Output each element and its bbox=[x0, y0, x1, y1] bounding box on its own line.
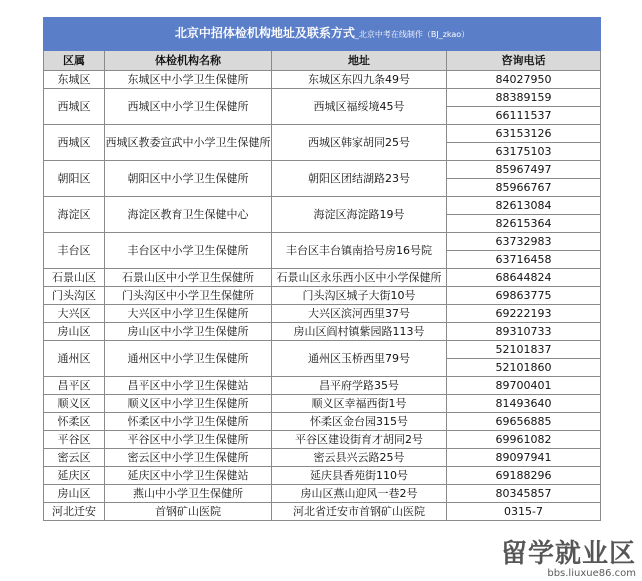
district-cell: 东城区 bbox=[44, 71, 105, 89]
org-cell: 西城区教委宣武中小学卫生保健所 bbox=[105, 125, 272, 161]
table-row bbox=[44, 395, 601, 413]
org-cell: 房山区中小学卫生保健所 bbox=[105, 323, 272, 341]
district-cell: 丰台区 bbox=[44, 233, 105, 269]
table-row bbox=[44, 377, 601, 395]
table-title-cell bbox=[44, 18, 601, 51]
district-cell: 大兴区 bbox=[44, 305, 105, 323]
contact-table bbox=[43, 17, 601, 521]
address-cell: 东城区东四九条49号 bbox=[272, 71, 447, 89]
address-cell: 房山区燕山迎风一巷2号 bbox=[272, 485, 447, 503]
org-cell: 怀柔区中小学卫生保健所 bbox=[105, 413, 272, 431]
address-cell: 怀柔区金台园315号 bbox=[272, 413, 447, 431]
table-row bbox=[44, 485, 601, 503]
phone-cell: 69863775 bbox=[447, 287, 601, 305]
org-cell: 朝阳区中小学卫生保健所 bbox=[105, 161, 272, 197]
phone-cell: 88389159 bbox=[447, 89, 601, 107]
phone-cell: 82613084 bbox=[447, 197, 601, 215]
address-cell: 延庆县香苑街110号 bbox=[272, 467, 447, 485]
org-cell: 石景山区中小学卫生保健所 bbox=[105, 269, 272, 287]
address-cell: 西城区韩家胡同25号 bbox=[272, 125, 447, 161]
table-row bbox=[44, 341, 601, 359]
district-cell: 通州区 bbox=[44, 341, 105, 377]
table-row bbox=[44, 125, 601, 143]
table-row bbox=[44, 449, 601, 467]
district-cell: 顺义区 bbox=[44, 395, 105, 413]
district-cell: 延庆区 bbox=[44, 467, 105, 485]
table-row bbox=[44, 269, 601, 287]
phone-cell: 89097941 bbox=[447, 449, 601, 467]
org-cell: 燕山中小学卫生保健所 bbox=[105, 485, 272, 503]
org-cell: 西城区中小学卫生保健所 bbox=[105, 89, 272, 125]
table-subtitle: _北京中考在线制作（BJ_zkao） bbox=[354, 30, 470, 39]
phone-cell: 84027950 bbox=[447, 71, 601, 89]
phone-cell: 69222193 bbox=[447, 305, 601, 323]
phone-cell: 89310733 bbox=[447, 323, 601, 341]
district-cell: 平谷区 bbox=[44, 431, 105, 449]
district-cell: 西城区 bbox=[44, 89, 105, 125]
org-cell: 门头沟区中小学卫生保健所 bbox=[105, 287, 272, 305]
phone-cell: 66111537 bbox=[447, 107, 601, 125]
org-cell: 昌平区中小学卫生保健站 bbox=[105, 377, 272, 395]
district-cell: 怀柔区 bbox=[44, 413, 105, 431]
watermark bbox=[501, 540, 636, 579]
address-cell: 大兴区滨河西里37号 bbox=[272, 305, 447, 323]
district-cell: 房山区 bbox=[44, 485, 105, 503]
phone-cell: 69656885 bbox=[447, 413, 601, 431]
org-cell: 首钢矿山医院 bbox=[105, 503, 272, 521]
watermark-logo: 留学就业区 bbox=[500, 539, 636, 569]
phone-cell: 63153126 bbox=[447, 125, 601, 143]
phone-cell: 89700401 bbox=[447, 377, 601, 395]
header-address: 地址 bbox=[272, 51, 447, 71]
address-cell: 门头沟区城子大街10号 bbox=[272, 287, 447, 305]
address-cell: 西城区福绥境45号 bbox=[272, 89, 447, 125]
table-row bbox=[44, 467, 601, 485]
district-cell: 门头沟区 bbox=[44, 287, 105, 305]
phone-cell: 85966767 bbox=[447, 179, 601, 197]
district-cell: 西城区 bbox=[44, 125, 105, 161]
table-row bbox=[44, 323, 601, 341]
title-row bbox=[44, 18, 601, 51]
address-cell: 房山区阎村镇紫园路113号 bbox=[272, 323, 447, 341]
district-cell: 密云区 bbox=[44, 449, 105, 467]
address-cell: 丰台区丰台镇南拾号房16号院 bbox=[272, 233, 447, 269]
table-row bbox=[44, 413, 601, 431]
table-row bbox=[44, 233, 601, 251]
table-row bbox=[44, 89, 601, 107]
phone-cell: 82615364 bbox=[447, 215, 601, 233]
org-cell: 大兴区中小学卫生保健所 bbox=[105, 305, 272, 323]
table-row bbox=[44, 305, 601, 323]
table-row bbox=[44, 287, 601, 305]
district-cell: 海淀区 bbox=[44, 197, 105, 233]
header-district: 区属 bbox=[44, 51, 105, 71]
address-cell: 海淀区海淀路19号 bbox=[272, 197, 447, 233]
phone-cell: 85967497 bbox=[447, 161, 601, 179]
table-row bbox=[44, 161, 601, 179]
contact-table-container bbox=[43, 17, 600, 521]
district-cell: 河北迁安 bbox=[44, 503, 105, 521]
phone-cell: 52101860 bbox=[447, 359, 601, 377]
phone-cell: 68644824 bbox=[447, 269, 601, 287]
table-title: 北京中招体检机构地址及联系方式 bbox=[174, 26, 355, 40]
address-cell: 通州区玉桥西里79号 bbox=[272, 341, 447, 377]
header-row bbox=[44, 51, 601, 71]
phone-cell: 81493640 bbox=[447, 395, 601, 413]
address-cell: 石景山区永乐西小区中小学保健所 bbox=[272, 269, 447, 287]
phone-cell: 80345857 bbox=[447, 485, 601, 503]
address-cell: 昌平府学路35号 bbox=[272, 377, 447, 395]
org-cell: 通州区中小学卫生保健所 bbox=[105, 341, 272, 377]
phone-cell: 69961082 bbox=[447, 431, 601, 449]
org-cell: 平谷区中小学卫生保健所 bbox=[105, 431, 272, 449]
org-cell: 顺义区中小学卫生保健所 bbox=[105, 395, 272, 413]
org-cell: 海淀区教育卫生保健中心 bbox=[105, 197, 272, 233]
address-cell: 密云县兴云路25号 bbox=[272, 449, 447, 467]
district-cell: 昌平区 bbox=[44, 377, 105, 395]
district-cell: 朝阳区 bbox=[44, 161, 105, 197]
org-cell: 延庆区中小学卫生保健站 bbox=[105, 467, 272, 485]
phone-cell: 63175103 bbox=[447, 143, 601, 161]
org-cell: 丰台区中小学卫生保健所 bbox=[105, 233, 272, 269]
table-row bbox=[44, 503, 601, 521]
phone-cell: 69188296 bbox=[447, 467, 601, 485]
address-cell: 河北省迁安市首钢矿山医院 bbox=[272, 503, 447, 521]
table-row bbox=[44, 197, 601, 215]
phone-cell: 52101837 bbox=[447, 341, 601, 359]
header-org: 体检机构名称 bbox=[105, 51, 272, 71]
district-cell: 石景山区 bbox=[44, 269, 105, 287]
address-cell: 顺义区幸福西街1号 bbox=[272, 395, 447, 413]
org-cell: 密云区中小学卫生保健所 bbox=[105, 449, 272, 467]
phone-cell: 0315-7 bbox=[447, 503, 601, 521]
phone-cell: 63716458 bbox=[447, 251, 601, 269]
table-row bbox=[44, 71, 601, 89]
header-phone: 咨询电话 bbox=[447, 51, 601, 71]
district-cell: 房山区 bbox=[44, 323, 105, 341]
org-cell: 东城区中小学卫生保健所 bbox=[105, 71, 272, 89]
watermark-url: bbs.liuxue86.com bbox=[547, 568, 636, 579]
phone-cell: 63732983 bbox=[447, 233, 601, 251]
address-cell: 朝阳区团结湖路23号 bbox=[272, 161, 447, 197]
table-row bbox=[44, 431, 601, 449]
address-cell: 平谷区建设街育才胡同2号 bbox=[272, 431, 447, 449]
